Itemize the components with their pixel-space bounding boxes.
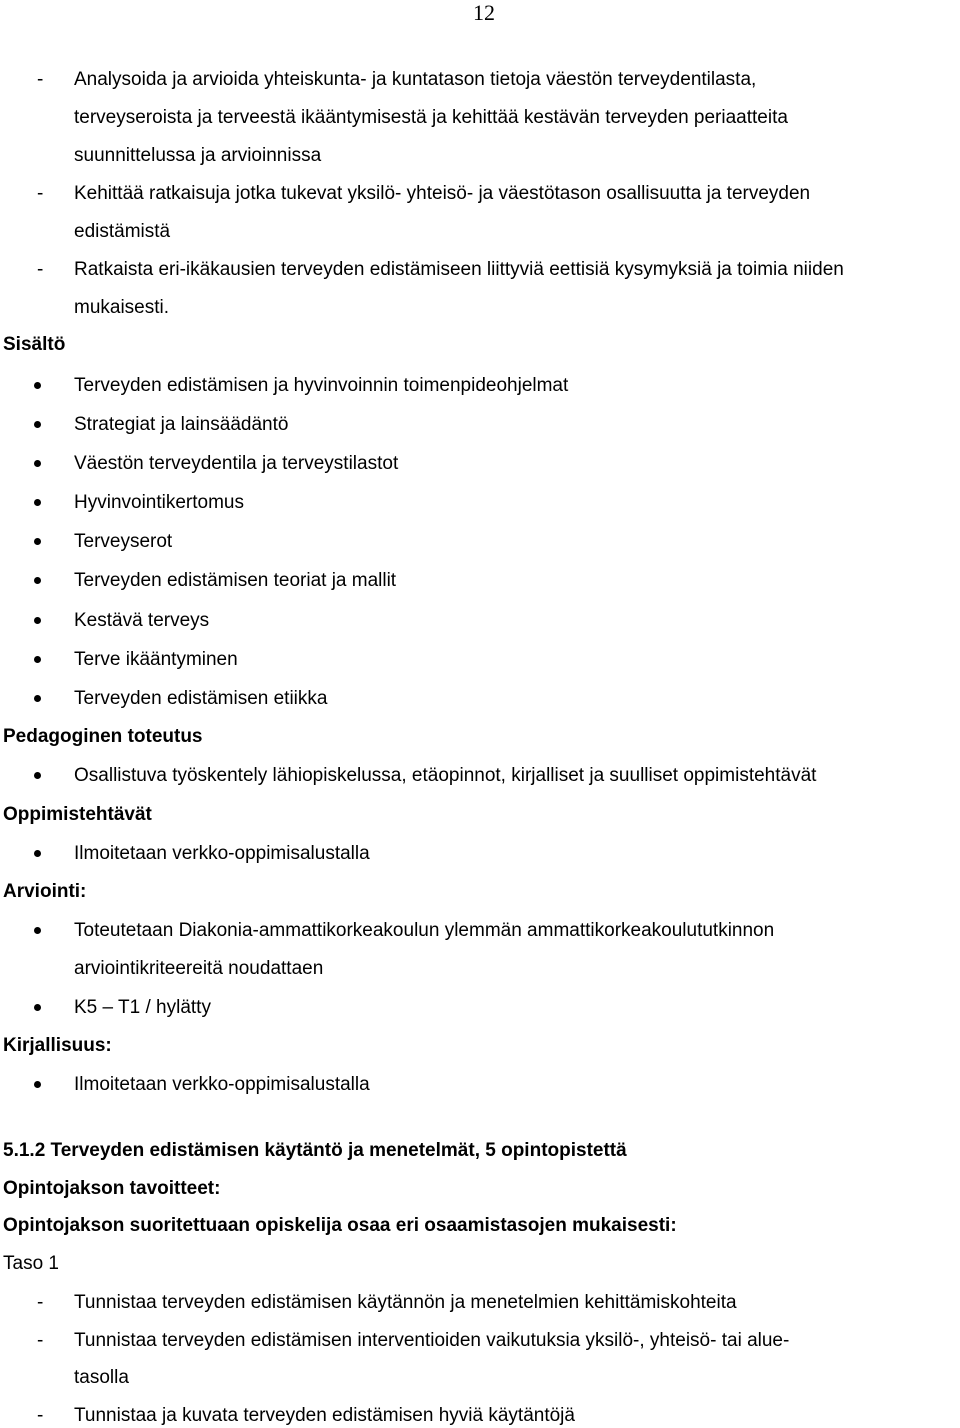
bullet-marker [34,617,41,624]
level-item-3: Tunnistaa ja kuvata terveyden edistämisen hyviä käytäntöjä [74,1405,575,1426]
goals-heading: Opintojakson tavoitteet: [3,1178,221,1199]
dash-marker: - [37,69,44,90]
list-item: Väestön terveydentila ja terveystilastot [74,453,399,474]
section-heading-pedagoginen: Pedagoginen toteutus [3,726,203,747]
bullet-marker [34,927,41,934]
section-heading-sisalto: Sisältö [3,334,66,355]
bullet-marker [34,382,41,389]
level-item-1: Tunnistaa terveyden edistämisen käytännön ja menetelmien kehittämiskohteita [74,1292,737,1313]
list-item: Kestävä terveys [74,610,210,631]
bullet-marker [34,695,41,702]
bullet-marker [34,772,41,779]
intro-item-2-line-1: Kehittää ratkaisuja jotka tukevat yksilö- yhteisö- ja väestötason osallisuutta ja terveyden [74,183,811,204]
bullet-marker [34,577,41,584]
list-item: Terveyden edistämisen ja hyvinvoinnin toimenpideohjelmat [74,375,569,396]
bullet-marker [34,460,41,467]
intro-item-1-line-1: Analysoida ja arvioida yhteiskunta- ja kuntatason tietoja väestön terveydentilasta, [74,69,757,90]
section-heading-arviointi: Arviointi: [3,881,87,902]
list-item: Toteutetaan Diakonia-ammattikorkeakoulun ylemmän ammattikorkeakoulututkinnon [74,920,775,941]
dash-marker: - [37,259,44,280]
section-heading-oppimistehtavat: Oppimistehtävät [3,804,152,825]
level-item-2-line-2: tasolla [74,1367,129,1388]
intro-item-1-line-2: terveyseroista ja terveestä ikääntymisestä ja kehittää kestävän terveyden periaatteita [74,107,788,128]
list-item: Ilmoitetaan verkko-oppimisalustalla [74,843,370,864]
level-item-2-line-1: Tunnistaa terveyden edistämisen interventioiden vaikutuksia yksilö-, yhteisö- tai alue- [74,1330,790,1351]
list-item-continuation: arviointikriteereitä noudattaen [74,958,324,979]
list-item: K5 – T1 / hylätty [74,997,211,1018]
list-item: Hyvinvointikertomus [74,492,244,513]
list-item: Osallistuva työskentely lähiopiskelussa, etäopinnot, kirjalliset ja suulliset oppimistehtävät [74,765,817,786]
dash-marker: - [37,1330,44,1351]
list-item: Terve ikääntyminen [74,649,238,670]
list-item: Strategiat ja lainsäädäntö [74,414,289,435]
page-number: 12 [473,0,495,25]
intro-item-2-line-2: edistämistä [74,221,171,242]
dash-marker: - [37,1405,44,1426]
bullet-marker [34,1004,41,1011]
level-heading: Taso 1 [3,1253,59,1274]
list-item: Ilmoitetaan verkko-oppimisalustalla [74,1074,370,1095]
list-item: Terveyserot [74,531,173,552]
dash-marker: - [37,1292,44,1313]
intro-item-1-line-3: suunnittelussa ja arvioinnissa [74,145,322,166]
list-item: Terveyden edistämisen teoriat ja mallit [74,570,397,591]
bullet-marker [34,538,41,545]
bullet-marker [34,656,41,663]
course-title: 5.1.2 Terveyden edistämisen käytäntö ja menetelmät, 5 opintopistettä [3,1140,627,1161]
section-heading-kirjallisuus: Kirjallisuus: [3,1035,112,1056]
bullet-marker [34,850,41,857]
intro-item-3-line-2: mukaisesti. [74,297,170,318]
list-item: Terveyden edistämisen etiikka [74,688,328,709]
bullet-marker [34,499,41,506]
intro-item-3-line-1: Ratkaista eri-ikäkausien terveyden edistämiseen liittyviä eettisiä kysymyksiä ja toimia niiden [74,259,844,280]
bullet-marker [34,421,41,428]
dash-marker: - [37,183,44,204]
after-completion-heading: Opintojakson suoritettuaan opiskelija osaa eri osaamistasojen mukaisesti: [3,1215,677,1236]
bullet-marker [34,1081,41,1088]
